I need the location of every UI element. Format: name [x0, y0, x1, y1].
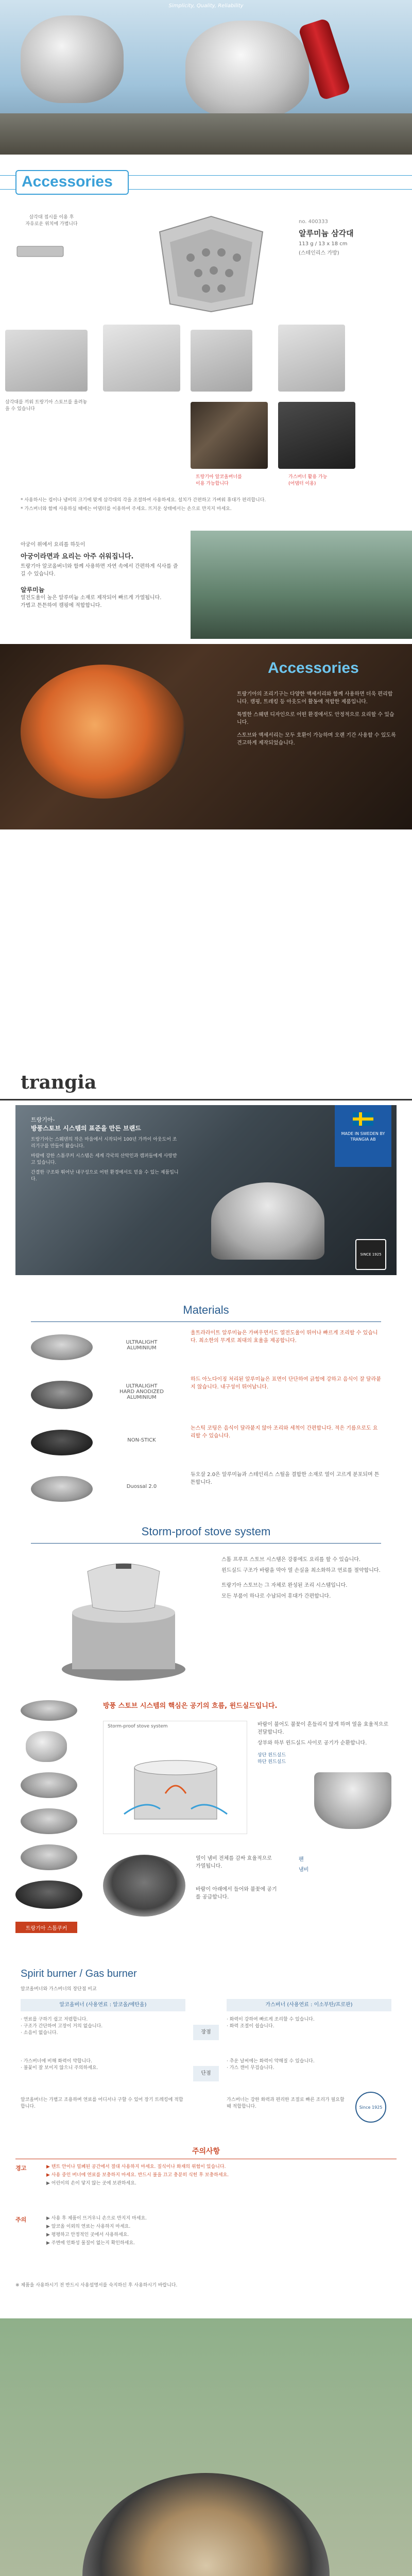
- caution-label: 주의: [15, 2216, 27, 2223]
- heat-text: 열이 냄비 전체를 감싸 효율적으로 가열됩니다.: [196, 1856, 272, 1869]
- note-2: * 가스버너와 함께 사용하실 때에는 어댑터를 이용하여 주세요. 뜨거운 상태에서는 손으로 만지지 마세요.: [21, 506, 232, 512]
- material-row-1: [31, 1329, 381, 1370]
- row-label-pros: 장점: [193, 2025, 219, 2040]
- since-badge: [355, 1239, 386, 1270]
- material-name-4: Duossal 2.0: [126, 1484, 157, 1489]
- tripod-step-2: [103, 325, 180, 392]
- warn-label: 경고: [15, 2165, 27, 2172]
- accessories-notes: [21, 497, 391, 513]
- storm-red-label: 트랑기아 스톰쿠커: [25, 1925, 67, 1931]
- alc-pros: · 연료를 구하기 쉽고 저렴합니다. · 구조가 간단하여 고장이 거의 없습니다. · 소음이 없습니다.: [21, 2017, 103, 2036]
- sweden-flag-icon: [353, 1112, 373, 1126]
- material-name-1: ULTRALIGHT ALUMINIUM: [126, 1340, 158, 1351]
- alc-note: 알코올버너는 가볍고 조용하며 연료를 어디서나 구할 수 있어 장기 트레킹에 적합합니다.: [21, 2097, 183, 2109]
- spirit-gas-title: [21, 1968, 137, 1980]
- warn-item-1: ▶ 텐트 안이나 밀폐된 공간에서 절대 사용하지 마세요. 질식이나 화재의 위험이 있습니다.: [46, 2164, 226, 2170]
- part-kettle: [26, 1731, 67, 1762]
- blurb-block: [21, 541, 180, 609]
- alc-cons: · 가스버너에 비해 화력이 약합니다. · 불꽃이 잘 보이지 않으니 주의하세요.: [21, 2059, 98, 2071]
- badge-text: Since 1925: [359, 2105, 383, 2110]
- storm-text-3: 트랑기아 스토브는 그 자체로 완성된 조리 시스템입니다.: [221, 1583, 348, 1588]
- stove-illustration: [211, 1182, 324, 1260]
- storm-stove-illustration: [46, 1551, 201, 1685]
- acc2-para-2: 특별한 스웨덴 디자인으로 어떤 환경에서도 안정적으로 요리할 수 있습니다.: [237, 712, 394, 725]
- material-name-3: NON-STICK: [127, 1437, 156, 1443]
- part-pot-2: [21, 1808, 77, 1834]
- material-row-2: [31, 1376, 381, 1422]
- diagram-caption: Storm-proof stove system: [108, 1724, 168, 1729]
- material-text-1: 울트라라이트 알루미늄은 가벼우면서도 열전도율이 뛰어나 빠르게 조리할 수 있습니다. 최소한의 무게로 최대의 효율을 제공합니다.: [191, 1330, 378, 1344]
- parts-column: [15, 1700, 93, 1917]
- caution-title: 주의사항: [192, 2147, 220, 2156]
- windshield-diagram: [114, 1737, 237, 1829]
- material-pan-1: [31, 1334, 93, 1360]
- material-row-4: [31, 1471, 381, 1512]
- acc2-para-3: 스토브와 액세서리는 모두 호환이 가능하며 오랜 기간 사용할 수 있도록 견고하게 제작되었습니다.: [237, 733, 396, 746]
- material-name-2: ULTRALIGHT HARD ANODIZED ALUMINIUM: [119, 1383, 164, 1400]
- accessories2-title: Accessories: [268, 659, 359, 676]
- hero-kettle-right: [185, 21, 309, 118]
- caution-list: [46, 2215, 397, 2247]
- part-windshield: [21, 1844, 77, 1870]
- row-label-cons: 단점: [193, 2066, 219, 2081]
- accessories-title: Accessories: [22, 173, 113, 190]
- bottom-pan: [82, 2473, 330, 2576]
- wind-title: 방풍 스토브 시스템의 핵심은 공기의 흐름, 윈드실드입니다.: [103, 1702, 278, 1710]
- product-spec-1: 113 g / 13 x 18 cm: [299, 241, 348, 247]
- material-pan-2: [31, 1381, 93, 1409]
- folded-tripod-icon: [14, 242, 66, 261]
- material-pan-4: [31, 1476, 93, 1502]
- tripod-step-4: [278, 325, 345, 392]
- alu-title: 알루미늄: [21, 586, 45, 594]
- wind-text-1: 바람이 불어도 불꽃이 흔들리지 않게 하며 열을 효율적으로 전달합니다.: [258, 1722, 389, 1735]
- spirit-subtitle: 알코올버너와 가스버너의 장단점 비교: [21, 1987, 97, 1992]
- tripod-main-image: [149, 211, 273, 314]
- model-number: no. 400333: [299, 219, 328, 225]
- step-caption-left: 삼각대를 끼워 트랑기아 스토브를 올려놓을 수 있습니다: [5, 400, 88, 412]
- hero-photo: [0, 0, 412, 155]
- label-upper-shield: 상단 윈드실드: [258, 1753, 286, 1758]
- col-header-alc: 알코올버너 (사용연료 : 알코올/에탄올): [21, 1999, 185, 2011]
- pot-label: 냄비: [299, 1867, 309, 1873]
- materials-title: Materials: [183, 1303, 229, 1316]
- trangia-intro: [31, 1115, 180, 1183]
- note-1: * 사용하시는 컵이나 냄비의 크기에 맞게 삼각대의 각을 조절하여 사용하세요. 설치가 간편하고 가벼워 휴대가 편리합니다.: [21, 498, 266, 503]
- intro-text-1: 트랑기아는 스웨덴의 작은 마을에서 시작되어 100년 가까이 아웃도어 조리기구를 만들어 왔습니다.: [31, 1137, 177, 1149]
- caption-spirit-burner: 트랑기아 알코올버너를 이용 가능합니다: [196, 474, 242, 486]
- storm-text-1: 스톰 프루프 스토브 시스템은 강풍에도 요리를 할 수 있습니다.: [221, 1557, 361, 1563]
- gas-cons: · 추운 날씨에는 화력이 약해질 수 있습니다. · 가스 캔이 무겁습니다.: [227, 2059, 315, 2071]
- photo-gas-burner: [278, 402, 355, 469]
- caution-item-1: ▶ 사용 후 제품이 뜨거우니 손으로 만지지 마세요.: [46, 2216, 147, 2221]
- alu-text-1: 열전도율이 높은 알루미늄 소재로 제작되어 빠르게 가열됩니다.: [21, 595, 162, 601]
- caution-box: [15, 2164, 397, 2308]
- comparison-table: [21, 1999, 391, 2133]
- spirit-title: Spirit burner: [21, 1968, 77, 1979]
- storm-text: [221, 1556, 386, 1600]
- material-text-4: 듀오살 2.0은 알루미늄과 스테인리스 스틸을 결합한 소재로 열이 고르게 분포되며 튼튼합니다.: [191, 1472, 380, 1485]
- windshield-text: [258, 1721, 391, 1766]
- bottom-table-photo: [0, 2318, 412, 2576]
- hero-slogan: Simplicity, Quality, Reliability: [168, 3, 244, 9]
- label-lower-shield: 하단 윈드실드: [258, 1759, 286, 1765]
- intro-text-2: 바람에 강한 스톰쿠커 시스템은 세계 각국의 산악인과 캠퍼들에게 사랑받고 있습니다.: [31, 1154, 177, 1165]
- diagram-box: [103, 1721, 247, 1834]
- storm-text-4: 모든 부품이 하나로 수납되어 휴대가 간편합니다.: [221, 1594, 331, 1599]
- caption-gas-burner: 가스버너 활용 가능 (어댑터 이용): [288, 474, 328, 486]
- warn-item-3: ▶ 어린이의 손이 닿지 않는 곳에 보관하세요.: [46, 2181, 136, 2186]
- pot-image: [314, 1772, 391, 1829]
- wind-text-2: 상부와 하부 윈드실드 사이로 공기가 순환합니다.: [258, 1740, 367, 1746]
- left-caption: 삼각대 접시를 이용 후 자유로운 위치에 가볍니다: [25, 215, 78, 227]
- storm-title: Storm-proof stove system: [141, 1525, 271, 1538]
- bottom-diagram: [103, 1844, 391, 1937]
- title-slash: /: [79, 1968, 85, 1979]
- gas-pros: · 화력이 강하여 빠르게 조리할 수 있습니다. · 화력 조절이 쉽습니다.: [227, 2017, 315, 2029]
- alu-text-2: 가볍고 튼튼하여 캠핑에 적합합니다.: [21, 603, 102, 608]
- photo-spirit-burner: [191, 402, 268, 469]
- bottom-air-text: 바람이 아래에서 들어와 불꽃에 공기를 공급합니다.: [196, 1887, 277, 1900]
- tripod-folded-image: [14, 242, 66, 261]
- caution-item-4: ▶ 주변에 인화성 물질이 없는지 확인하세요.: [46, 2241, 135, 2246]
- photo-forest-hiker: [191, 531, 412, 639]
- material-text-2: 하드 아노다이징 처리된 알루미늄은 표면이 단단하여 긁힘에 강하고 음식이 잘 달라붙지 않습니다. 내구성이 뛰어납니다.: [191, 1377, 381, 1390]
- hero-kettle-left: [21, 15, 124, 103]
- acc2-para-1: 트랑기아의 조리기구는 다양한 액세서리와 함께 사용하면 더욱 편리합니다. 캠핑, 트레킹 등 아웃도어 활동에 적합한 제품입니다.: [237, 691, 393, 705]
- blurb-title-2: 아궁이라면과 요리는 아주 쉬워집니다.: [21, 553, 134, 561]
- materials-rule: [31, 1321, 381, 1322]
- gas-note: 가스버너는 강한 화력과 편리한 조절로 빠른 조리가 필요할 때 적합합니다.: [227, 2097, 345, 2109]
- intro-text-3: 간결한 구조와 뛰어난 내구성으로 어떤 환경에서도 믿을 수 있는 제품입니다.: [31, 1170, 179, 1182]
- product-name: 알루미늄 삼각대: [299, 229, 354, 238]
- pan-food: [21, 665, 185, 799]
- trangia-logo: trangia: [21, 1072, 97, 1093]
- tripod-step-1: [5, 330, 88, 392]
- caution-final-note: ※ 제품을 사용하시기 전 반드시 사용설명서를 숙지하신 후 사용하시기 바랍니다.: [15, 2283, 178, 2288]
- gas-title: Gas burner: [85, 1968, 137, 1979]
- made-in-text: MADE IN SWEDEN BY TRANGIA AB: [341, 1131, 385, 1142]
- blurb-text: 트랑기아 알코올버너와 함께 사용하면 자연 속에서 간편하게 식사를 즐길 수 있습니다.: [21, 564, 178, 577]
- windshield-headline: [103, 1700, 391, 1710]
- part-base: [15, 1880, 82, 1909]
- made-in-sweden-badge: [335, 1105, 391, 1167]
- intro-title-1: 트랑기아-: [31, 1116, 55, 1123]
- storm-text-2: 윈드실드 구조가 바람을 막아 열 손실을 최소화하고 연료를 절약합니다.: [221, 1568, 381, 1573]
- storm-rule: [31, 1543, 381, 1544]
- material-row-3: [31, 1425, 381, 1466]
- material-pan-3: [31, 1430, 93, 1455]
- tripod-step-3: [191, 330, 252, 392]
- intro-title-2: 방풍스토브 시스템의 표준을 만든 브랜드: [31, 1125, 141, 1132]
- trangia-title-bar: [0, 1072, 412, 1100]
- burner-pan-image: [103, 1855, 185, 1917]
- col-header-gas: 가스버너 (사용연료 : 이소부탄/프로판): [227, 1999, 391, 2011]
- tripod-illustration: [149, 211, 273, 314]
- spirit-badge: [355, 2092, 386, 2123]
- material-text-3: 논스틱 코팅은 음식이 달라붙지 않아 조리와 세척이 간편합니다. 적은 기름으로도 요리할 수 있습니다.: [191, 1426, 378, 1439]
- hero-rock: [0, 113, 412, 155]
- accessories2-text: [237, 690, 397, 747]
- storm-stove-image: [46, 1551, 201, 1685]
- product-spec-2: (스테인리스 가방): [299, 250, 339, 256]
- caution-item-2: ▶ 알코올 이외의 연료는 사용하지 마세요.: [46, 2224, 131, 2229]
- trangia-brand-photo: [15, 1105, 397, 1275]
- part-lid: [21, 1700, 77, 1721]
- warn-list: [46, 2164, 397, 2187]
- blurb-title-1: 아궁이 위에서 요리를 하듯이: [21, 542, 85, 548]
- caution-item-3: ▶ 평평하고 안정적인 곳에서 사용하세요.: [46, 2232, 129, 2238]
- pan-label: 팬: [299, 1857, 304, 1862]
- storm-red-button[interactable]: [15, 1922, 77, 1933]
- since-text: SINCE 1925: [360, 1252, 382, 1257]
- part-pot-1: [21, 1772, 77, 1798]
- warn-item-2: ▶ 사용 중인 버너에 연료를 보충하지 마세요. 반드시 불을 끄고 충분히 식힌 후 보충하세요.: [46, 2173, 229, 2178]
